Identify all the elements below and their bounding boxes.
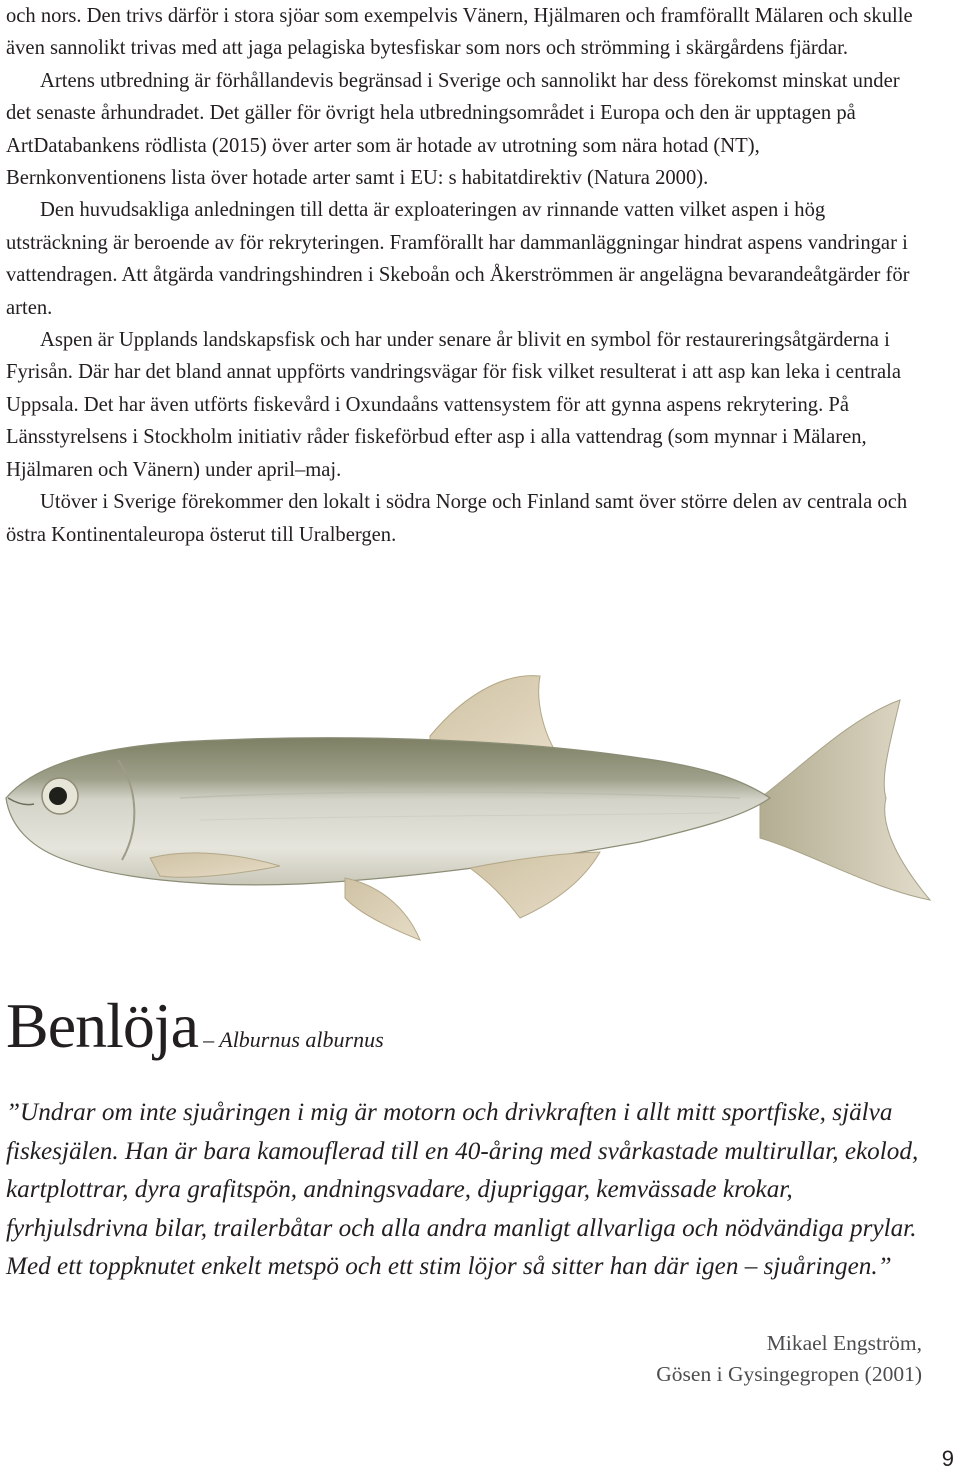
paragraph: Aspen är Upplands landskapsfisk och har under senare år blivit en symbol för restaureringsåtgärderna i Fyrisån. Där har det bland annat uppförts vandringsvägar för fisk vilket resulterat i att asp kan leka i centrala Uppsala. Det har även utförts fiskevård i Oxundaåns vattensystem för att gynna aspens rekrytering. På Länsstyrelsens i Stockholm initiativ råder fiskeförbud efter asp i alla vattendrag (som mynnar i Mälaren, Hjälmaren och Vänern) under april–maj.: [6, 329, 901, 481]
heading-dash: –: [203, 1027, 215, 1052]
body-text: [6, 0, 922, 551]
quote-source: Gösen i Gysingegropen (2001): [656, 1362, 922, 1386]
paragraph: Utöver i Sverige förekommer den lokalt i södra Norge och Finland samt över större delen av centrala och östra Kontinentaleuropa österut till Uralbergen.: [6, 491, 908, 546]
fish-body: [6, 738, 770, 885]
paragraph: Artens utbredning är förhållandevis begränsad i Sverige och sannolikt har dess förekomst minskat under det senaste århundradet. Det gäller för övrigt hela utbredningsområdet i Europa och den är upptagen på ArtDatabankens rödlista (2015) över arter som är hotade av utrotning som nära hotad (NT), Bernkonventionens lista över hotade arter samt i EU: s habitatdirektiv (Natura 2000).: [6, 69, 900, 190]
fish-illustration: [0, 648, 960, 978]
pelvic-fin: [345, 878, 420, 940]
species-scientific-name: Alburnus alburnus: [219, 1027, 384, 1052]
paragraph: Den huvudsakliga anledningen till detta är exploateringen av rinnande vatten vilket aspen i hög utsträckning är beroende av för rekryteringen. Framförallt har dammanläggningar hindrat aspens vandringar i vattendragen. Att åtgärda vandringshindren i Skeboån och Åkerströmmen är angelägna bevarandeåtgärder för arten.: [6, 199, 910, 319]
quote-author: Mikael Engström,: [766, 1331, 922, 1355]
page-number: 9: [941, 1446, 954, 1471]
tail-fin: [760, 700, 930, 900]
paragraph: och nors. Den trivs därför i stora sjöar som exempelvis Vänern, Hjälmaren och framförallt Mälaren och skulle även sannolikt trivas med att jaga pelagiska bytesfiskar som nors och strömming i skärgårdens fjärdar.: [6, 5, 913, 60]
quote-text: ”Undrar om inte sjuåringen i mig är motorn och drivkraften i allt mitt sportfiske, själva fiskesjälen. Han är bara kamouflerad till en 40-åring med svårkastade multirullar, ekolod, kartplottrar, dyra grafitspön, andningsvadare, djupriggar, kemvässade krokar, fyrhjulsdrivna bilar, trailerbåtar och alla andra manligt allvarliga och nödvändiga prylar. Med ett toppknutet enkelt metspö och ett stim löjor så sitter han där igen – sjuåringen.”: [6, 1099, 919, 1281]
species-common-name: Benlöja: [6, 990, 199, 1061]
quote-attribution: [656, 1328, 922, 1390]
species-heading: [6, 986, 384, 1066]
